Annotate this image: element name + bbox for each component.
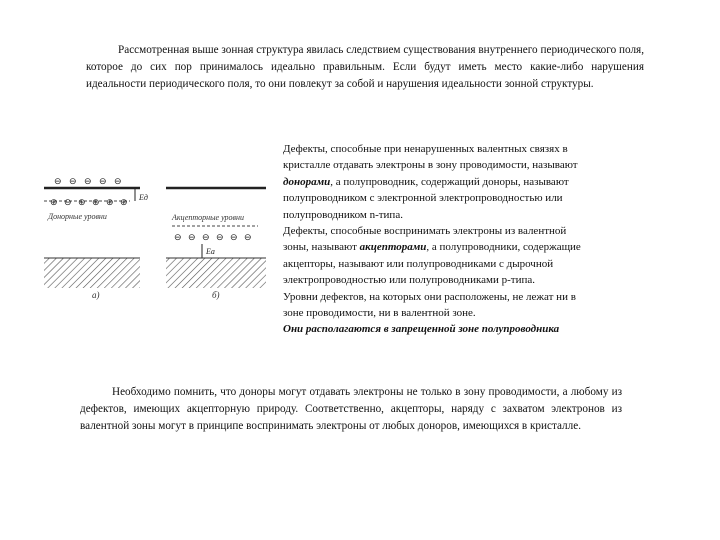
svg-text:⊖: ⊖	[99, 176, 107, 186]
panel-b-label: б)	[212, 290, 220, 300]
emphasis-line: Они располагаются в запрещенной зоне полупроводника	[283, 323, 560, 336]
definition-line: зоны, называют акцепторами, а полупроводники, содержащие	[283, 241, 581, 254]
valence-band-b	[166, 258, 266, 288]
definition-line: Дефекты, способные воспринимать электроны из валентной	[283, 225, 567, 238]
svg-text:⊖: ⊖	[69, 176, 77, 186]
svg-text:⊖: ⊖	[174, 232, 182, 242]
energy-band-diagram	[40, 168, 270, 308]
free-electrons-a	[54, 176, 122, 186]
definition-line: полупроводником с электронной электропроводностью или	[283, 192, 563, 205]
svg-text:⊖: ⊖	[216, 232, 224, 242]
definition-line: электропроводностью или полупроводниками p-типа.	[283, 274, 535, 287]
definition-line: донорами, а полупроводник, содержащий доноры, называют	[283, 175, 569, 188]
svg-text:⊖: ⊖	[202, 232, 210, 242]
svg-text:⊕: ⊕	[50, 197, 58, 207]
donor-panel	[44, 176, 148, 300]
donor-levels-label: Донорные уровни	[48, 212, 107, 221]
svg-text:⊖: ⊖	[188, 232, 196, 242]
definition-line: акцепторы, называют или полупроводниками с дырочной	[283, 257, 554, 270]
svg-text:⊕: ⊕	[120, 197, 128, 207]
donors-term: донорами	[283, 175, 331, 188]
svg-text:⊕: ⊕	[92, 197, 100, 207]
acceptors-term: акцепторами	[359, 241, 427, 254]
definition-line: полупроводником n-типа.	[283, 208, 403, 221]
ed-label: Eд	[139, 193, 148, 202]
valence-band-a	[44, 258, 140, 288]
definitions-block	[283, 141, 638, 338]
svg-text:⊖: ⊖	[244, 232, 252, 242]
svg-text:⊖: ⊖	[64, 197, 72, 207]
intro-paragraph: Рассмотренная выше зонная структура явилась следствием существования внутреннего периодического поля, которое до сих пор принималось идеально правильным. Если будут иметь место какие-либо нарушения идеальности периодического поля, то они повлекут за собой и нарушения идеальности зонной структуры.	[86, 44, 644, 90]
ea-label: Eа	[206, 247, 215, 256]
closing-paragraph: Необходимо помнить, что доноры могут отдавать электроны не только в зону проводимости, а любому из дефектов, имеющих акцепторную природу. Соответственно, акцепторы, наряду с захватом электронов из валентной зоны могут в принципе воспринимать электроны от любых доноров, имеющихся в кристалле.	[80, 386, 622, 432]
svg-text:⊖: ⊖	[84, 176, 92, 186]
acceptor-levels-label: Акцепторные уровни	[172, 213, 244, 222]
svg-text:⊖: ⊖	[114, 176, 122, 186]
donor-ions	[50, 197, 128, 207]
svg-text:⊖: ⊖	[54, 176, 62, 186]
svg-text:⊖: ⊖	[230, 232, 238, 242]
svg-text:⊕: ⊕	[106, 197, 114, 207]
panel-a-label: а)	[92, 290, 100, 300]
acceptor-panel	[166, 188, 266, 300]
acceptor-ions	[174, 232, 252, 242]
definition-line: Уровни дефектов, на которых они расположены, не лежат ни в	[283, 290, 576, 303]
svg-text:⊕: ⊕	[78, 197, 86, 207]
definition-line: Дефекты, способные при ненарушенных валентных связях в	[283, 143, 568, 155]
definition-line: кристалле отдавать электроны в зону проводимости, называют	[283, 159, 578, 172]
definition-line: зоне проводимости, ни в валентной зоне.	[283, 307, 476, 320]
